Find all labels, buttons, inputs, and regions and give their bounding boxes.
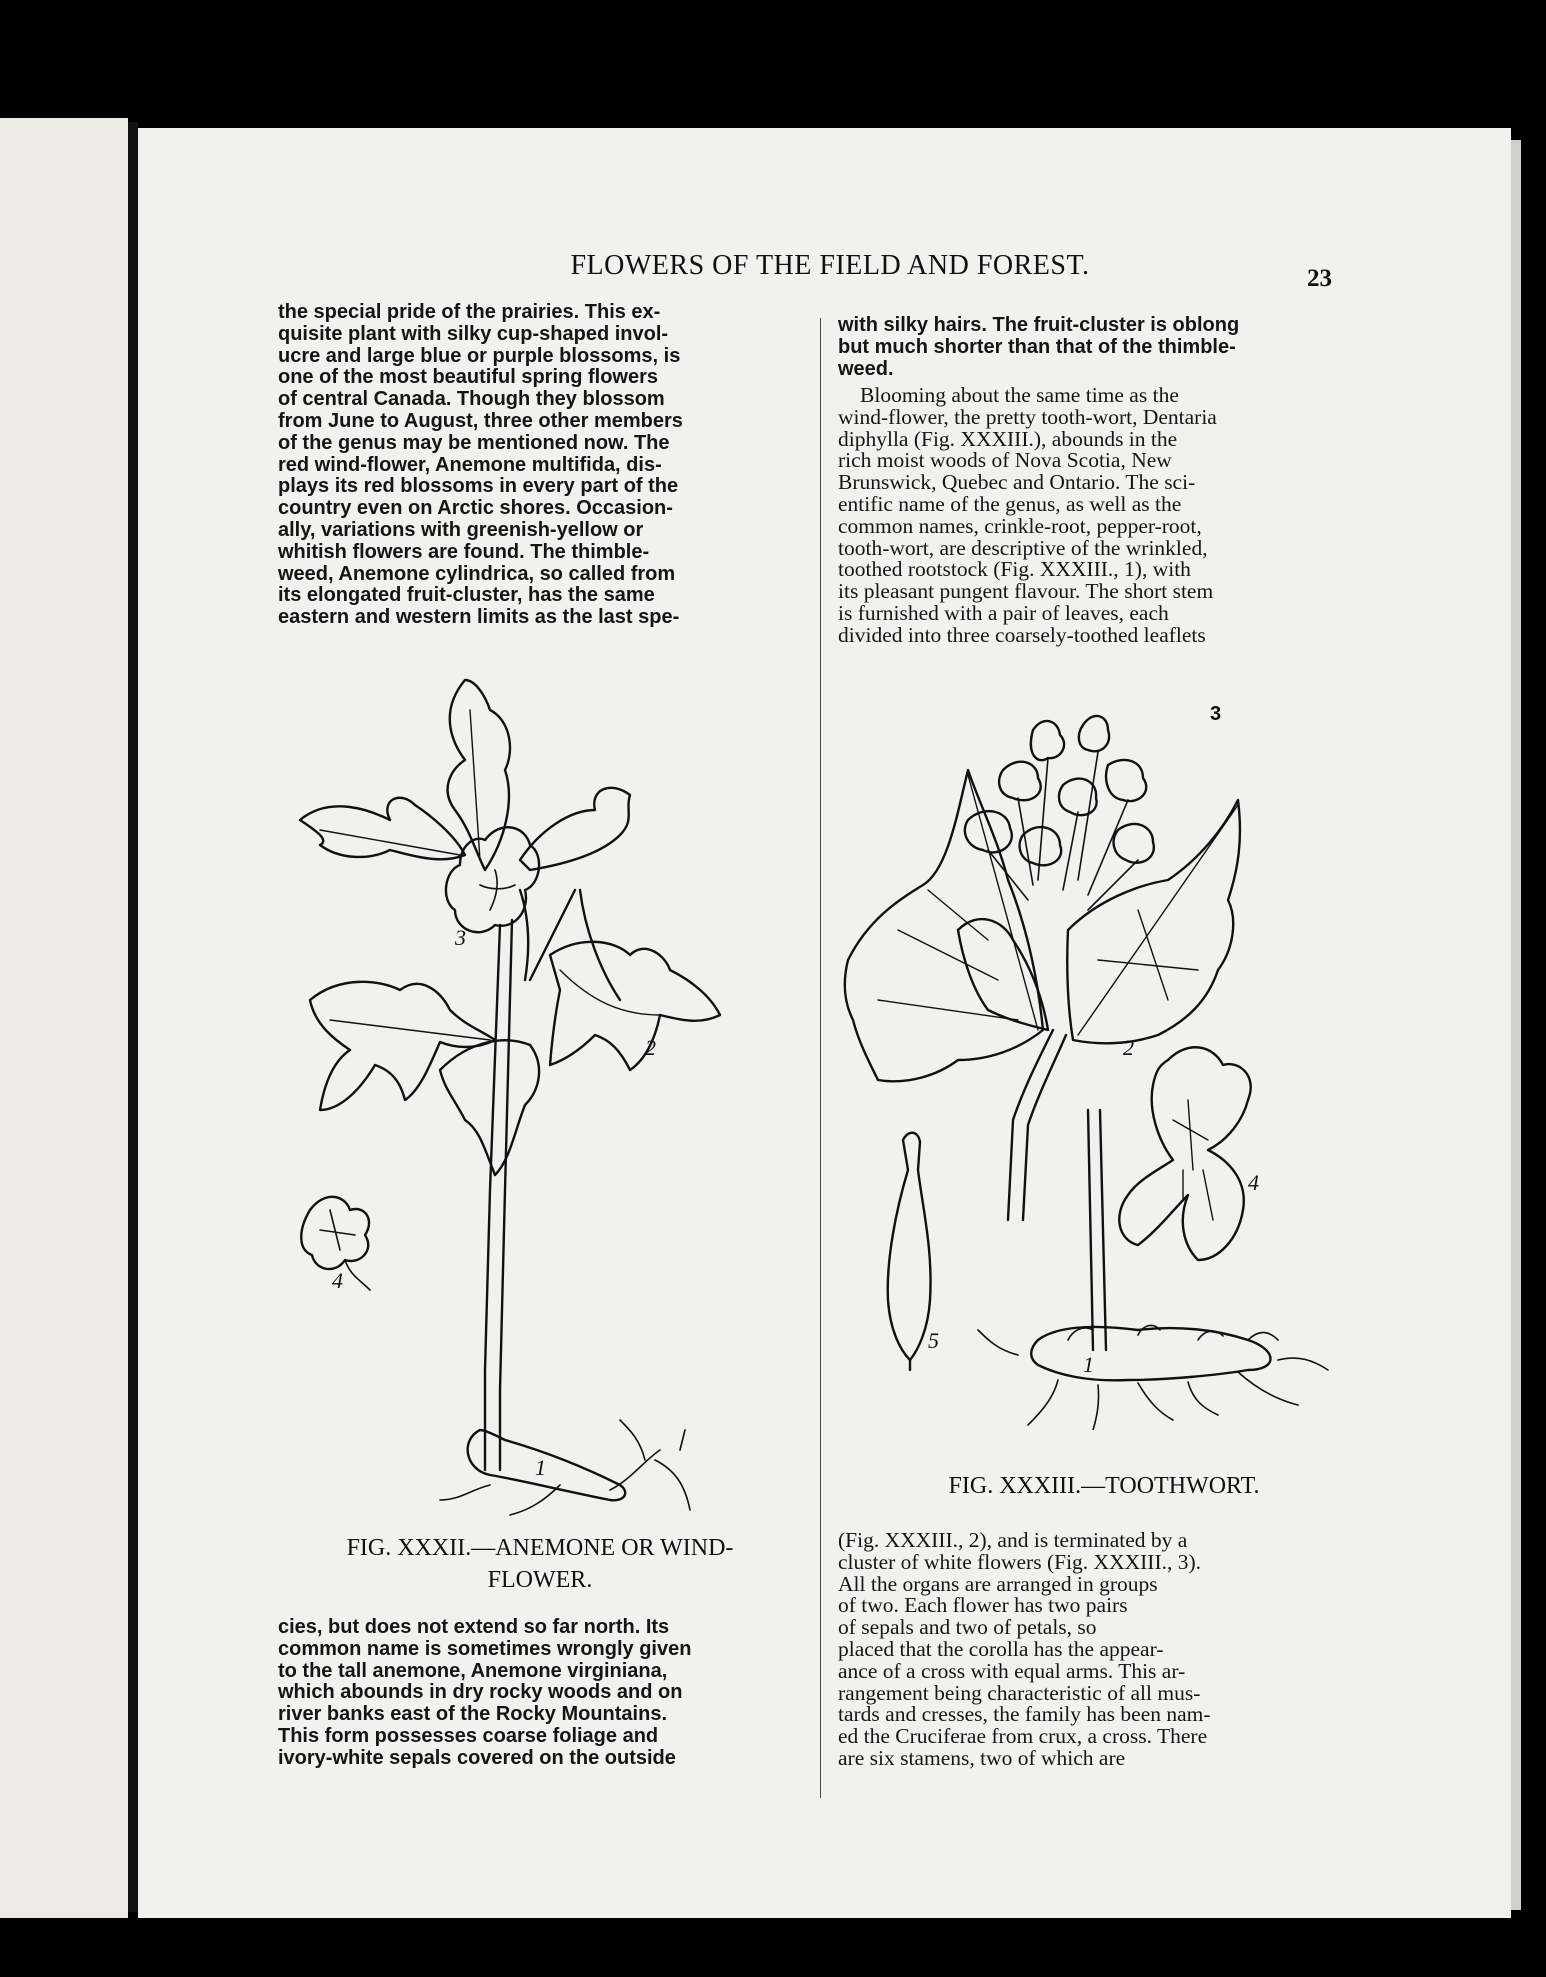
figure-label: 4 <box>332 1268 343 1293</box>
figure-label: 3 <box>1210 703 1222 725</box>
left-paragraph-top: the special pride of the prairies. This ex- quisite plant with silky cup-shaped invol- ucre and large blue or purple blossoms, is one of the most beautiful spring flowers of central Canada. Though they blossom from June to August, three other members of the genus may be mentioned now. The red wind-flower, Anemone multifida, dis- plays its red blossoms in every part of the country even on Arctic shores. Occasion- ally, variations with greenish-yellow or whitish flowers are found. The thimble- weed, Anemone cylindrica, so called from its elongated fruit-cluster, has the same eastern and western limits as the last spe- <box>278 301 683 629</box>
page-number: 23 <box>1307 265 1332 292</box>
figure-label: 1 <box>535 1455 546 1480</box>
figure-label: 1 <box>1083 1352 1094 1377</box>
right-paragraph-top: with silky hairs. The fruit-cluster is oblong but much shorter than that of the thimble- weed. <box>838 314 1240 380</box>
figure-label: 5 <box>928 1328 939 1353</box>
figure-label: 4 <box>1248 1170 1259 1195</box>
right-paragraph-bottom: (Fig. XXXIII., 2), and is terminated by a cluster of white flowers (Fig. XXXIII., 3). All the organs are arranged in groups of two. Each flower has two pairs of sepals and two of petals, so placed that the corolla has the appear- ance of a cross with equal arms. This ar- rangement being characteristic of all mus- tards and cresses, the family has been nam- ed the Cruciferae from crux, a cross. There are six stamens, two of which are <box>838 1528 1211 1770</box>
book-gutter <box>128 122 138 1912</box>
page-edge <box>1511 140 1521 1910</box>
column-rule <box>820 318 821 1798</box>
figure-label: 2 <box>1123 1035 1134 1060</box>
figure-label: 2 <box>645 1035 656 1060</box>
right-paragraph-second: Blooming about the same time as the wind-flower, the pretty tooth-wort, Dentaria diphylla (Fig. XXXIII.), abounds in the rich moist woods of Nova Scotia, New Brunswick, Quebec and Ontario. The sci- entific name of the genus, as well as the common names, crinkle-root, pepper-root, tooth-wort, are descriptive of the wrinkled, toothed rootstock (Fig. XXXIII., 1), with its pleasant pungent flavour. The short stem is furnished with a pair of leaves, each divided into three coarsely-toothed leaflets <box>838 383 1217 647</box>
left-paragraph-bottom: cies, but does not extend so far north. Its common name is sometimes wrongly given to the tall anemone, Anemone virginiana, which abounds in dry rocky woods and on river banks east of the Rocky Mountains. This form possesses coarse foliage and ivory-white sepals covered on the outside <box>278 1616 692 1769</box>
figure-label: 3 <box>455 925 466 950</box>
anemone-illustration <box>290 670 760 1530</box>
right-figure-caption: FIG. XXXIII.—TOOTHWORT. <box>948 1473 1260 1499</box>
toothwort-illustration <box>838 700 1348 1430</box>
left-figure-caption: FIG. XXXII.—ANEMONE OR WIND- FLOWER. <box>346 1535 734 1593</box>
running-head: FLOWERS OF THE FIELD AND FOREST. <box>570 250 1090 281</box>
facing-page-edge <box>0 118 128 1918</box>
